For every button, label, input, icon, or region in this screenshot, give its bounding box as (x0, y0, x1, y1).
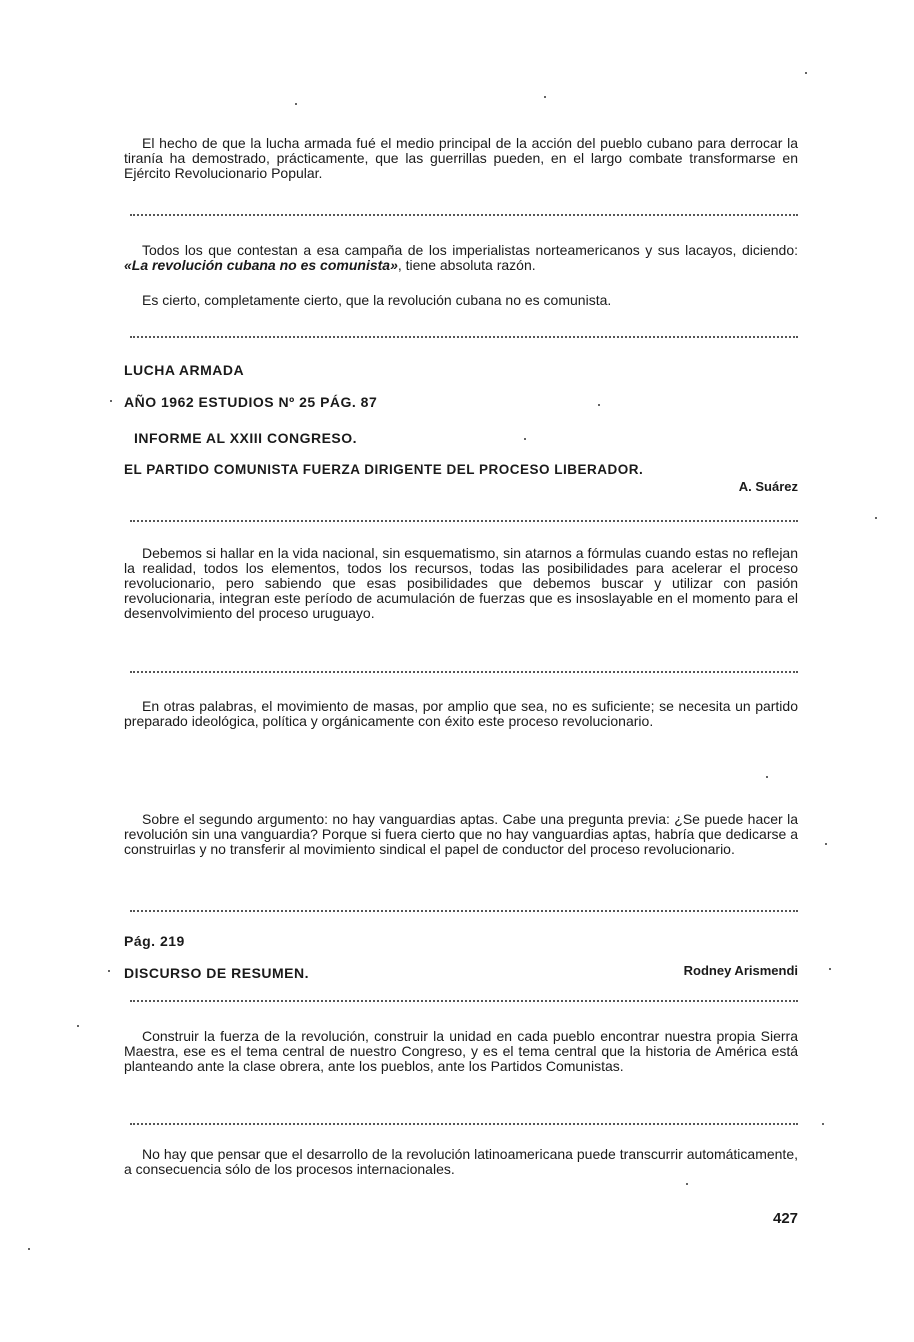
scan-speck (825, 843, 827, 845)
paragraph-revolucion-cubana (124, 243, 798, 273)
scan-speck (829, 968, 831, 970)
paragraph-movimiento-masas: En otras palabras, el movimiento de masas, por amplio que sea, no es suficiente; se necesita un partido preparado ideológica, política y orgánicamente con éxito este proceso revolucionario. (124, 698, 798, 729)
scan-speck (108, 970, 110, 972)
scan-speck (110, 400, 112, 402)
quoted-phrase: «La revolución cubana no es comunista» (124, 257, 398, 273)
scan-speck (77, 1025, 79, 1027)
heading-source: AÑO 1962 ESTUDIOS Nº 25 PÁG. 87 (124, 394, 378, 410)
dotted-separator (130, 910, 798, 912)
dotted-separator (130, 671, 798, 673)
paragraph-vanguardias: Sobre el segundo argumento: no hay vanguardias aptas. Cabe una pregunta previa: ¿Se puede hacer la revolución sin una vanguardia? Porque si fuera cierto que no hay vanguardias aptas, habría que dedicarse a construirlas y no transferir al movimiento sindical el papel de conductor del proceso revolucionario. (124, 811, 798, 857)
heading-discurso: DISCURSO DE RESUMEN. (124, 965, 310, 981)
paragraph-text: , tiene absoluta razón. (397, 257, 536, 273)
scan-speck (875, 517, 877, 519)
scan-speck (295, 103, 297, 105)
dotted-separator (130, 520, 798, 522)
paragraph-sierra-maestra: Construir la fuerza de la revolución, construir la unidad en cada pueblo encontrar nuestra propia Sierra Maestra, ese es el tema central de nuestro Congreso, y es el tema central que la historia de América está planteando ante la clase obrera, ante los pueblos, ante los Partidos Comunistas. (124, 1028, 798, 1074)
scan-speck (598, 404, 600, 406)
paragraph-desarrollo: No hay que pensar que el desarrollo de la revolución latinoamericana puede transcurrir automáticamente, a consecuencia sólo de los procesos internacionales. (124, 1146, 798, 1177)
dotted-separator (130, 336, 798, 338)
heading-informe: INFORME AL XXIII CONGRESO. (134, 430, 358, 446)
dotted-separator (130, 1123, 798, 1125)
scan-speck (805, 72, 807, 74)
scan-speck (822, 1123, 824, 1125)
scan-speck (686, 1183, 688, 1185)
author-arismendi: Rodney Arismendi (683, 963, 798, 978)
scan-speck (766, 776, 768, 778)
paragraph-lucha-armada-cuba: El hecho de que la lucha armada fué el medio principal de la acción del pueblo cubano para derrocar la tiranía ha demostrado, prácticamente, que las guerrillas pueden, en el largo combate transformarse en Ejército Revolucionario Popular. (124, 135, 798, 181)
scan-speck (28, 1248, 30, 1250)
dotted-separator (130, 1000, 798, 1002)
paragraph-vida-nacional: Debemos si hallar en la vida nacional, sin esquematismo, sin atarnos a fórmulas cuando estas no reflejan la realidad, todos los elementos, todos los recursos, todas las posibilidades para acelerar el proceso revolucionario, pero sabiendo que esas posibilidades que debemos buscar y utilizar con pasión revolucionaria, integran este período de acumulación de fuerzas que es insoslayable en el momento para el desenvolvimiento del proceso uruguayo. (124, 545, 798, 621)
heading-lucha-armada: LUCHA ARMADA (124, 362, 245, 378)
paragraph-no-comunista: Es cierto, completamente cierto, que la revolución cubana no es comunista. (142, 292, 612, 308)
heading-page-ref: Pág. 219 (124, 933, 185, 949)
scan-speck (524, 438, 526, 440)
heading-partido-comunista: EL PARTIDO COMUNISTA FUERZA DIRIGENTE DEL PROCESO LIBERADOR. (124, 462, 644, 477)
scan-speck (544, 96, 546, 98)
page-number: 427 (773, 1210, 799, 1227)
dotted-separator (130, 214, 798, 216)
author-suarez: A. Suárez (738, 479, 798, 494)
paragraph-text: Todos los que contestan a esa campaña de los imperialistas norteamericanos y sus lacayos, diciendo: (142, 242, 798, 258)
